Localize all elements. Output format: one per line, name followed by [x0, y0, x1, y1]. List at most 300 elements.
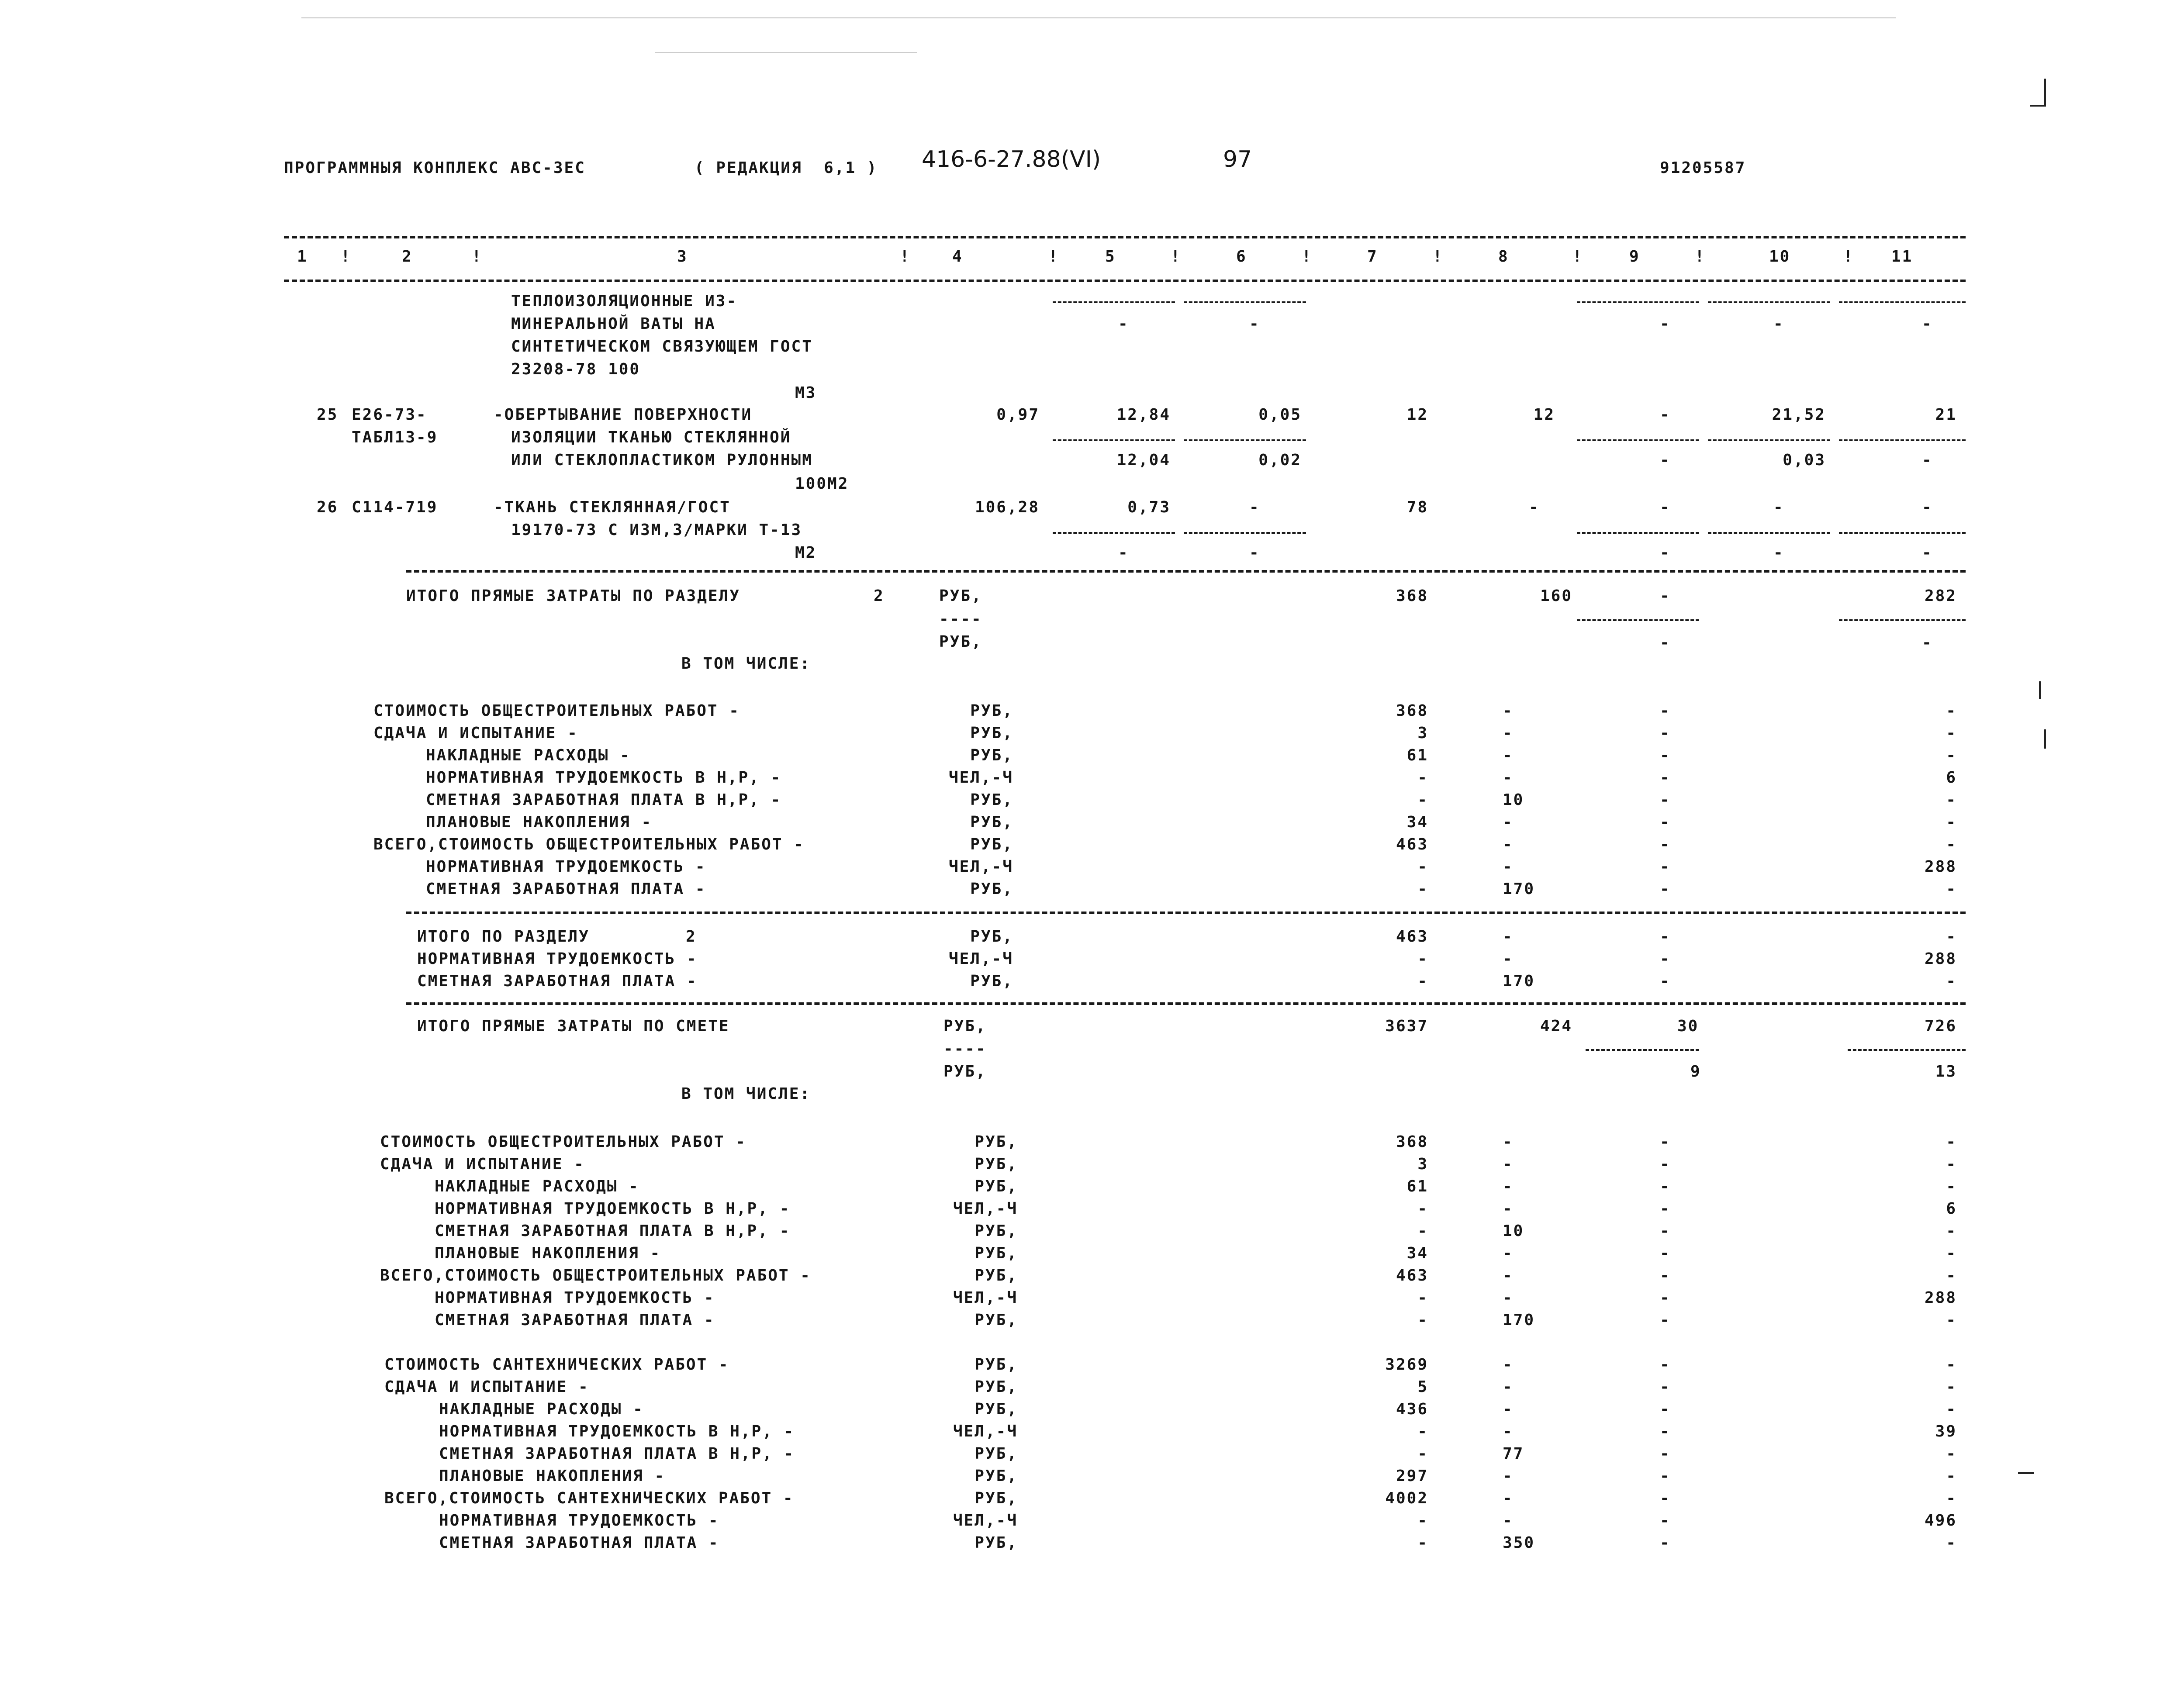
cell-7: -	[1417, 1222, 1428, 1240]
cell-9: -	[1660, 1534, 1671, 1552]
item-unit: 100М2	[795, 475, 849, 493]
cell-7: 12	[1406, 406, 1428, 424]
cell-5: 0,73	[1127, 498, 1171, 516]
cell-11: -	[1946, 972, 1957, 990]
cell-5: 12,04	[1116, 451, 1171, 469]
cell-9: -	[1660, 1445, 1671, 1463]
cell-11: -	[1946, 1356, 1957, 1374]
cell-7: 368	[1396, 1133, 1428, 1151]
row-label: СТОИМОСТЬ САНТЕХНИЧЕСКИХ РАБОТ -	[384, 1356, 729, 1374]
header-bottom-rule	[284, 280, 1966, 282]
cell-5: 12,84	[1116, 406, 1171, 424]
total-label: ИТОГО ПРЯМЫЕ ЗАТРАТЫ ПО РАЗДЕЛУ	[406, 587, 740, 605]
cell-8: -	[1503, 858, 1514, 876]
row-unit: РУБ,	[975, 1400, 1018, 1418]
row-unit: ЧЕЛ,-Ч	[948, 769, 1013, 787]
cell-8: -	[1503, 1400, 1514, 1418]
cell-10: -	[1773, 544, 1784, 562]
cell-11: -	[1922, 634, 1933, 652]
cell-8: 170	[1503, 972, 1535, 990]
cell-7: 463	[1396, 928, 1428, 946]
crop-mark	[2044, 79, 2046, 105]
cell-9: -	[1660, 1177, 1671, 1195]
cell-rule	[1053, 532, 1175, 534]
item-description-line: -ОБЕРТЫВАНИЕ ПОВЕРХНОСТИ	[494, 406, 753, 424]
cell-8: 77	[1503, 1445, 1524, 1463]
cell-8: -	[1503, 1423, 1514, 1440]
cell-9: -	[1660, 544, 1671, 562]
cell-rule	[1577, 439, 1699, 441]
program-title: ПРОГРАММНЫЯ КОНПЛЕКС АВС-ЗЕС	[284, 159, 586, 177]
cell-9: -	[1660, 1155, 1671, 1173]
cell-10: 21,52	[1772, 406, 1826, 424]
cell-9: -	[1660, 972, 1671, 990]
col-10: 10	[1769, 248, 1791, 266]
cell-7: -	[1417, 972, 1428, 990]
cell-8: 170	[1503, 1311, 1535, 1329]
cell-rule	[1184, 439, 1306, 441]
cell-7: 463	[1396, 836, 1428, 853]
cell-7: 436	[1396, 1400, 1428, 1418]
cell-11: -	[1946, 1267, 1957, 1284]
item-number: 25	[317, 406, 339, 424]
including-heading: В ТОМ ЧИСЛЕ:	[681, 655, 811, 673]
item-description-line: ИЗОЛЯЦИИ ТКАНЬЮ СТЕКЛЯННОЙ	[511, 428, 791, 446]
cell-6: -	[1249, 498, 1260, 516]
col-sep: !	[341, 248, 352, 266]
row-unit: РУБ,	[975, 1356, 1018, 1374]
cell-9: -	[1660, 791, 1671, 809]
row-unit: РУБ,	[975, 1133, 1018, 1151]
col-sep: !	[1433, 248, 1444, 266]
cell-rule	[1839, 439, 1966, 441]
item-description-line: СИНТЕТИЧЕСКОМ СВЯЗУЮЩЕМ ГОСТ	[511, 338, 813, 356]
cell-8: -	[1503, 724, 1514, 742]
cell-9: -	[1660, 1133, 1671, 1151]
cell-7: 78	[1406, 498, 1428, 516]
cell-8: -	[1503, 950, 1514, 968]
cell-7: 61	[1406, 1177, 1428, 1195]
cell-8: -	[1503, 1267, 1514, 1284]
cell-rule	[1577, 619, 1699, 621]
row-label: НОРМАТИВНАЯ ТРУДОЕМКОСТЬ -	[435, 1289, 715, 1307]
row-unit: ЧЕЛ,-Ч	[953, 1200, 1018, 1218]
cell-11: -	[1946, 836, 1957, 853]
item-description-line: 19170-73 С ИЗМ,3/МАРКИ Т-13	[511, 521, 802, 539]
cell-7: 34	[1406, 813, 1428, 831]
unit: РУБ,	[939, 633, 982, 651]
cell-8: 12	[1533, 406, 1555, 424]
cell-9: -	[1660, 1222, 1671, 1240]
item-description-line: ИЛИ СТЕКЛОПЛАСТИКОМ РУЛОННЫМ	[511, 451, 813, 469]
cell-8: -	[1503, 1133, 1514, 1151]
cell-rule	[1848, 1049, 1966, 1051]
cell-rule	[1577, 532, 1699, 534]
col-sep: !	[1048, 248, 1059, 266]
cell-9: -	[1660, 498, 1671, 516]
col-sep: !	[472, 248, 483, 266]
row-label: СМЕТНАЯ ЗАРАБОТНАЯ ПЛАТА В Н,Р, -	[439, 1445, 795, 1463]
cell-11: -	[1946, 1244, 1957, 1262]
row-unit: ЧЕЛ,-Ч	[953, 1289, 1018, 1307]
cell-rule	[1708, 439, 1830, 441]
cell-9: -	[1660, 1378, 1671, 1396]
cell-11: -	[1946, 1534, 1957, 1552]
cell-9: -	[1660, 587, 1671, 605]
cell-8: -	[1503, 1200, 1514, 1218]
cell-11: 282	[1924, 587, 1957, 605]
col-3: 3	[677, 248, 688, 266]
row-label: СМЕТНАЯ ЗАРАБОТНАЯ ПЛАТА В Н,Р, -	[435, 1222, 791, 1240]
cell-9: -	[1660, 451, 1671, 469]
cell-rule	[1586, 1049, 1699, 1051]
cell-7: 3	[1417, 1155, 1428, 1173]
cell-11: -	[1946, 813, 1957, 831]
cell-7: 34	[1406, 1244, 1428, 1262]
cell-7: -	[1417, 1289, 1428, 1307]
row-label: НАКЛАДНЫЕ РАСХОДЫ -	[435, 1177, 639, 1195]
cell-8: -	[1503, 836, 1514, 853]
cell-11: 13	[1935, 1063, 1957, 1081]
cell-8: -	[1503, 928, 1514, 946]
cell-rule	[1184, 301, 1306, 303]
cell-8: -	[1503, 1244, 1514, 1262]
col-6: 6	[1236, 248, 1247, 266]
cell-9: -	[1660, 880, 1671, 898]
cell-7: -	[1417, 1423, 1428, 1440]
row-label: НОРМАТИВНАЯ ТРУДОЕМКОСТЬ В Н,Р, -	[435, 1200, 791, 1218]
row-unit: ЧЕЛ,-Ч	[948, 950, 1013, 968]
row-label: СМЕТНАЯ ЗАРАБОТНАЯ ПЛАТА -	[426, 880, 706, 898]
edition-label: ( РЕДАКЦИЯ 6,1 )	[695, 159, 878, 177]
cell-6: -	[1249, 544, 1260, 562]
row-label: СТОИМОСТЬ ОБЩЕСТРОИТЕЛЬНЫХ РАБОТ -	[380, 1133, 746, 1151]
cell-6: 0,05	[1258, 406, 1302, 424]
estimate-rule	[406, 1002, 1966, 1005]
cell-7: -	[1417, 1534, 1428, 1552]
including-heading: В ТОМ ЧИСЛЕ:	[681, 1085, 811, 1103]
section-number: 2	[686, 928, 697, 946]
cell-11: -	[1946, 724, 1957, 742]
cell-10: -	[1773, 315, 1784, 333]
cell-8: -	[1503, 702, 1514, 720]
cell-7: -	[1417, 1311, 1428, 1329]
row-label: ПЛАНОВЫЕ НАКОПЛЕНИЯ -	[435, 1244, 661, 1262]
cell-7: -	[1417, 880, 1428, 898]
col-8: 8	[1498, 248, 1509, 266]
row-unit: РУБ,	[970, 813, 1013, 831]
cell-rule	[1053, 439, 1175, 441]
cell-rule	[1839, 532, 1966, 534]
row-unit: РУБ,	[975, 1467, 1018, 1485]
unit: РУБ,	[939, 587, 982, 605]
cell-11: -	[1946, 1467, 1957, 1485]
table-top-rule	[284, 236, 1966, 238]
cell-9: -	[1660, 1467, 1671, 1485]
row-unit: РУБ,	[970, 702, 1013, 720]
cell-11: -	[1946, 1378, 1957, 1396]
cell-7: 5	[1417, 1378, 1428, 1396]
cell-9: -	[1660, 836, 1671, 853]
unit: РУБ,	[943, 1063, 987, 1081]
cell-11: -	[1946, 1133, 1957, 1151]
cell-11: -	[1922, 544, 1933, 562]
row-label: НОРМАТИВНАЯ ТРУДОЕМКОСТЬ -	[426, 858, 706, 876]
total-label: ИТОГО ПРЯМЫЕ ЗАТРАТЫ ПО СМЕТЕ	[417, 1017, 730, 1035]
cell-11: -	[1946, 1155, 1957, 1173]
cell-9: -	[1660, 1489, 1671, 1507]
cell-8: -	[1503, 1289, 1514, 1307]
cell-rule	[1839, 301, 1966, 303]
cell-4: 106,28	[975, 498, 1040, 516]
cell-8: -	[1503, 1356, 1514, 1374]
cell-rule	[1053, 301, 1175, 303]
cell-9: -	[1660, 746, 1671, 764]
unit: РУБ,	[943, 1017, 987, 1035]
cell-11: -	[1946, 746, 1957, 764]
cell-11: 288	[1924, 950, 1957, 968]
cell-rule	[1577, 301, 1699, 303]
cell-11: -	[1946, 1222, 1957, 1240]
cell-8: -	[1503, 746, 1514, 764]
cell-7: -	[1417, 769, 1428, 787]
cell-9: -	[1660, 1289, 1671, 1307]
row-unit: РУБ,	[970, 928, 1013, 946]
row-unit: РУБ,	[975, 1177, 1018, 1195]
cell-9: -	[1660, 702, 1671, 720]
cell-8: 160	[1540, 587, 1572, 605]
cell-11: -	[1946, 928, 1957, 946]
section-total-rule	[406, 912, 1966, 914]
cell-rule	[1839, 619, 1966, 621]
col-9: 9	[1629, 248, 1640, 266]
cell-7: -	[1417, 858, 1428, 876]
fold-line	[301, 17, 1896, 18]
row-unit: РУБ,	[970, 880, 1013, 898]
item-number: 26	[317, 498, 339, 516]
item-description-line: МИНЕРАЛЬНОЙ ВАТЫ НА	[511, 315, 716, 333]
col-sep: !	[1302, 248, 1313, 266]
row-unit: РУБ,	[970, 746, 1013, 764]
cell-9: 9	[1690, 1063, 1701, 1081]
row-unit: РУБ,	[975, 1378, 1018, 1396]
row-unit: РУБ,	[975, 1267, 1018, 1284]
row-label: СДАЧА И ИСПЫТАНИЕ -	[373, 724, 578, 742]
row-unit: РУБ,	[970, 724, 1013, 742]
row-unit: РУБ,	[975, 1155, 1018, 1173]
cell-7: 463	[1396, 1267, 1428, 1284]
cell-9: -	[1660, 1244, 1671, 1262]
cell-7: 368	[1396, 702, 1428, 720]
section-rule	[406, 570, 1966, 573]
cell-11: 288	[1924, 1289, 1957, 1307]
document-number: 91205587	[1660, 159, 1746, 177]
cell-4: 0,97	[996, 406, 1040, 424]
col-4: 4	[952, 248, 963, 266]
row-label: ИТОГО ПО РАЗДЕЛУ	[417, 928, 590, 946]
row-label: НОРМАТИВНАЯ ТРУДОЕМКОСТЬ -	[439, 1512, 719, 1530]
cell-8: -	[1503, 813, 1514, 831]
row-unit: РУБ,	[970, 791, 1013, 809]
column-number-row	[297, 248, 1966, 267]
crop-mark	[2044, 729, 2046, 749]
row-label: СТОИМОСТЬ ОБЩЕСТРОИТЕЛЬНЫХ РАБОТ -	[373, 702, 740, 720]
cell-11: 496	[1924, 1512, 1957, 1530]
cell-9: -	[1660, 769, 1671, 787]
row-label: СМЕТНАЯ ЗАРАБОТНАЯ ПЛАТА -	[435, 1311, 715, 1329]
cell-9: -	[1660, 1423, 1671, 1440]
col-1: 1	[297, 248, 308, 266]
col-2: 2	[402, 248, 413, 266]
item-code: ТАБЛ13-9	[352, 428, 438, 446]
cell-7: -	[1417, 1445, 1428, 1463]
row-unit: ЧЕЛ,-Ч	[953, 1512, 1018, 1530]
cell-8: 350	[1503, 1534, 1535, 1552]
cell-7: 3269	[1385, 1356, 1428, 1374]
cell-9: -	[1660, 406, 1671, 424]
row-label: ПЛАНОВЫЕ НАКОПЛЕНИЯ -	[439, 1467, 666, 1485]
cell-7: 3	[1417, 724, 1428, 742]
cell-9: -	[1660, 1200, 1671, 1218]
cell-9: -	[1660, 315, 1671, 333]
row-label: НОРМАТИВНАЯ ТРУДОЕМКОСТЬ В Н,Р, -	[439, 1423, 795, 1440]
cell-9: -	[1660, 724, 1671, 742]
cell-7: 4002	[1385, 1489, 1428, 1507]
cell-8: -	[1503, 1489, 1514, 1507]
item-description-line: 23208-78 100	[511, 360, 641, 378]
cell-11: -	[1946, 880, 1957, 898]
cell-7: 61	[1406, 746, 1428, 764]
cell-rule	[1708, 532, 1830, 534]
cell-9: -	[1660, 1512, 1671, 1530]
cell-8: 170	[1503, 880, 1535, 898]
cell-6: 0,02	[1258, 451, 1302, 469]
item-unit: М3	[795, 384, 817, 402]
row-unit: РУБ,	[975, 1534, 1018, 1552]
cell-11: 39	[1935, 1423, 1957, 1440]
cell-8: 10	[1503, 791, 1524, 809]
cell-11: -	[1922, 498, 1933, 516]
cell-8: -	[1529, 498, 1540, 516]
row-label: ПЛАНОВЫЕ НАКОПЛЕНИЯ -	[426, 813, 653, 831]
row-label: ВСЕГО,СТОИМОСТЬ САНТЕХНИЧЕСКИХ РАБОТ -	[384, 1489, 794, 1507]
cell-9: -	[1660, 813, 1671, 831]
row-label: НОРМАТИВНАЯ ТРУДОЕМКОСТЬ В Н,Р, -	[426, 769, 782, 787]
cell-5: -	[1118, 315, 1129, 333]
cell-11: -	[1946, 1489, 1957, 1507]
cell-11: -	[1922, 315, 1933, 333]
cell-8: -	[1503, 1155, 1514, 1173]
cell-rule	[1184, 532, 1306, 534]
row-label: СМЕТНАЯ ЗАРАБОТНАЯ ПЛАТА -	[439, 1534, 719, 1552]
col-sep: !	[1843, 248, 1854, 266]
cell-9: 30	[1677, 1017, 1699, 1035]
row-unit: ЧЕЛ,-Ч	[953, 1423, 1018, 1440]
unit-underline: ----	[943, 1040, 987, 1058]
project-code: 416-6-27.88(VI)	[922, 146, 1101, 173]
cell-9: -	[1660, 1267, 1671, 1284]
row-label: СМЕТНАЯ ЗАРАБОТНАЯ ПЛАТА В Н,Р, -	[426, 791, 782, 809]
cell-rule	[1708, 301, 1830, 303]
cell-10: -	[1773, 498, 1784, 516]
cell-8: -	[1503, 769, 1514, 787]
row-unit: РУБ,	[970, 836, 1013, 853]
row-unit: РУБ,	[975, 1244, 1018, 1262]
fold-line	[655, 52, 917, 53]
section-number: 2	[874, 587, 885, 605]
item-unit: М2	[795, 544, 817, 562]
cell-7: 297	[1396, 1467, 1428, 1485]
row-unit: ЧЕЛ,-Ч	[948, 858, 1013, 876]
row-unit: РУБ,	[970, 972, 1013, 990]
cell-7: -	[1417, 1512, 1428, 1530]
crop-mark	[2030, 105, 2046, 107]
cell-5: -	[1118, 544, 1129, 562]
col-sep: !	[1695, 248, 1706, 266]
crop-mark	[2018, 1472, 2034, 1474]
cell-7: 368	[1396, 587, 1428, 605]
item-description-line: -ТКАНЬ СТЕКЛЯННАЯ/ГОСТ	[494, 498, 731, 516]
col-sep: !	[1572, 248, 1583, 266]
cell-9: -	[1660, 928, 1671, 946]
cell-8: -	[1503, 1467, 1514, 1485]
item-code: С114-719	[352, 498, 438, 516]
cell-11: -	[1946, 1400, 1957, 1418]
cell-11: 21	[1935, 406, 1957, 424]
crop-mark	[2039, 681, 2041, 699]
row-unit: РУБ,	[975, 1489, 1018, 1507]
col-11: 11	[1891, 248, 1913, 266]
item-description-line: ТЕПЛОИЗОЛЯЦИОННЫЕ ИЗ-	[511, 292, 738, 310]
cell-11: 6	[1946, 1200, 1957, 1218]
cell-11: -	[1946, 1177, 1957, 1195]
page-number: 97	[1223, 146, 1252, 173]
cell-8: -	[1503, 1177, 1514, 1195]
cell-8: 10	[1503, 1222, 1524, 1240]
cell-9: -	[1660, 858, 1671, 876]
cell-8: -	[1503, 1378, 1514, 1396]
cell-10: 0,03	[1783, 451, 1826, 469]
cell-11: 288	[1924, 858, 1957, 876]
row-label: НАКЛАДНЫЕ РАСХОДЫ -	[426, 746, 631, 764]
col-sep: !	[1171, 248, 1182, 266]
cell-7: -	[1417, 1200, 1428, 1218]
cell-8: 424	[1540, 1017, 1572, 1035]
cell-11: -	[1946, 1311, 1957, 1329]
cell-6: -	[1249, 315, 1260, 333]
row-unit: РУБ,	[975, 1445, 1018, 1463]
row-label: НАКЛАДНЫЕ РАСХОДЫ -	[439, 1400, 644, 1418]
cell-9: -	[1660, 1311, 1671, 1329]
cell-9: -	[1660, 950, 1671, 968]
cell-11: -	[1946, 702, 1957, 720]
cell-11: -	[1922, 451, 1933, 469]
cell-11: 726	[1924, 1017, 1957, 1035]
cell-7: -	[1417, 950, 1428, 968]
cell-9: -	[1660, 1356, 1671, 1374]
row-label: НОРМАТИВНАЯ ТРУДОЕМКОСТЬ -	[417, 950, 698, 968]
cell-7: 3637	[1385, 1017, 1428, 1035]
row-label: СДАЧА И ИСПЫТАНИЕ -	[384, 1378, 589, 1396]
col-7: 7	[1367, 248, 1378, 266]
col-sep: !	[900, 248, 911, 266]
cell-7: -	[1417, 791, 1428, 809]
cell-9: -	[1660, 634, 1671, 652]
cell-8: -	[1503, 1512, 1514, 1530]
cell-11: -	[1946, 1445, 1957, 1463]
col-5: 5	[1105, 248, 1116, 266]
row-label: ВСЕГО,СТОИМОСТЬ ОБЩЕСТРОИТЕЛЬНЫХ РАБОТ -	[373, 836, 805, 853]
